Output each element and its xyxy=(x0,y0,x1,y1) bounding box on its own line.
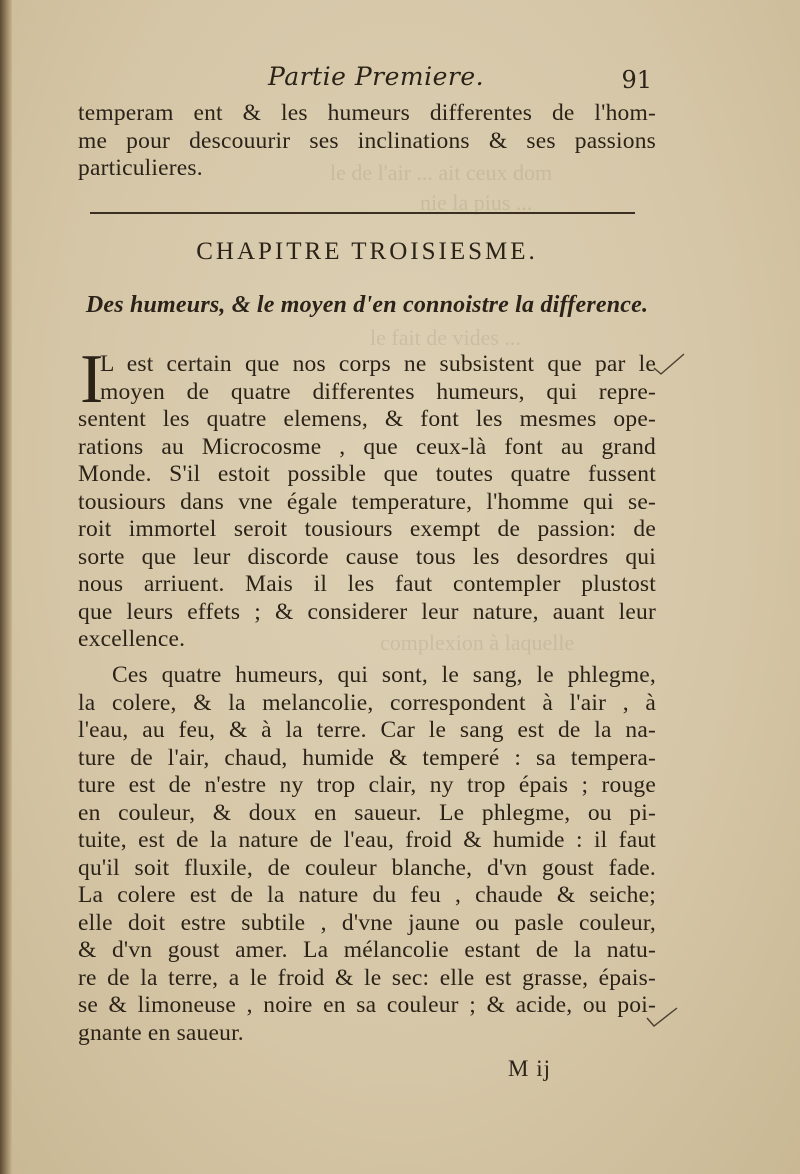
text-line: tuite, est de la nature de l'eau, froid & humide : il faut xyxy=(78,827,656,853)
text-line: nous arriuent. Mais il les faut contempler plustost xyxy=(78,571,656,597)
text-line: qu'il soit fluxile, de couleur blanche, d'vn goust fade. xyxy=(78,854,656,881)
page-header xyxy=(78,62,656,96)
text-line: ture est de n'estre ny trop clair, ny trop épais ; rouge xyxy=(78,772,656,798)
running-head: Partie Premiere. xyxy=(268,62,485,91)
text-line: La colere est de la nature du feu , chaude & seiche; xyxy=(78,882,656,908)
paragraph-1 xyxy=(78,341,656,654)
checkmark-icon xyxy=(652,350,686,380)
drop-cap: I xyxy=(80,341,104,418)
text-line: sentent les quatre elemens, & font les mesmes ope- xyxy=(78,406,656,432)
signature-mark: M ij xyxy=(508,1056,551,1081)
text-line: re de la terre, a le froid & le sec: elle est grasse, épais- xyxy=(78,964,656,991)
text-line: particulieres. xyxy=(78,155,203,181)
text-line: que leurs effets ; & considerer leur nature, auant leur xyxy=(78,598,656,625)
text-line: gnante en saueur. xyxy=(78,1019,244,1046)
continuation-text xyxy=(78,100,656,183)
text-line: L est certain que nos corps ne subsistent que par le xyxy=(100,351,656,377)
page-gutter-shadow xyxy=(0,0,12,1174)
text-line: excellence. xyxy=(78,626,186,652)
text-line: Monde. S'il estoit possible que toutes quatre fussent xyxy=(78,461,656,487)
text-line: me pour descouurir ses inclinations & ses passions xyxy=(78,127,656,154)
text-line: roit immortel seroit tousiours exempt de passion: de xyxy=(78,516,656,542)
checkmark-icon xyxy=(645,1002,679,1032)
text-line: rations au Microcosme , que ceux-là font au grand xyxy=(78,433,656,460)
text-line: & d'vn goust amer. La mélancolie estant de la natu- xyxy=(78,937,656,963)
page-number: 91 xyxy=(621,66,652,94)
text-line: sorte que leur discorde cause tous les desordres qui xyxy=(78,543,656,570)
text-line: moyen de quatre differentes humeurs, qui repre- xyxy=(100,378,656,405)
paragraph-2 xyxy=(78,662,656,1047)
text-line: Ces quatre humeurs, qui sont, le sang, le phlegme, xyxy=(112,662,656,688)
text-line: temperam ent & les humeurs differentes de l'hom- xyxy=(78,100,656,126)
text-line: se & limoneuse , noire en sa couleur ; & acide, ou poi- xyxy=(78,992,656,1018)
text-line: la colere, & la melancolie, correspondent à l'air , à xyxy=(78,689,656,716)
chapter-subtitle: Des humeurs, & le moyen d'en connoistre la difference. xyxy=(85,292,649,318)
text-line: ture de l'air, chaud, humide & temperé : sa tempera- xyxy=(78,744,656,771)
text-line: en couleur, & doux en saueur. Le phlegme, ou pi- xyxy=(78,799,656,826)
text-line: l'eau, au feu, & à la terre. Car le sang est de la na- xyxy=(78,717,656,743)
chapter-title: CHAPITRE TROISIESME. xyxy=(196,238,538,265)
text-line: tousiours dans vne égale temperature, l'homme qui se- xyxy=(78,488,656,515)
book-page: le de l'air ... ait ceux dom nie la pius ... le fait de vides ... complexion à laquelle Partie Premiere. 91 temperam ent & les humeurs differentes de l'hom- me pour descouurir ses inclinations & ses passions particulieres. CHAPITRE TROISIESME. Des humeurs, & le moyen d'en connoistre la difference. I L est certain que nos corps ne subsistent que par le moyen de quatre differentes humeurs, qui repre- sentent les quatre elemens, & font les mesmes ope- rations au Microcosme , que ceux-là font au grand Monde. S'il estoit possible que toutes quatre fussent tousiours dans vne égale temperature, l'homme qui se- roit immortel seroit tousiours exempt de passion: de sorte que leur discorde cause tous les desordres qui nous arriuent. Mais il les faut contempler plustost que leurs effets ; & considerer leur nature, auant leur excellence. Ces quatre humeurs, qui sont, le sang, le phlegme, la colere, & la melancolie, correspondent à l'air , à l'eau, au feu, & à la terre. Car le sang est de la na- ture de l'air, chaud, humide & temperé : sa tempera- ture est de n'estre ny trop clair, ny trop épais ; rouge en couleur, & doux en saueur. Le phlegme, ou pi- tuite, est de la nature de l'eau, froid & humide : il faut qu'il soit fluxile, de couleur blanche, d'vn goust fade. La colere est de la nature du feu , chaude & seiche; elle doit estre subtile , d'vne jaune ou pasle couleur, & d'vn goust amer. La mélancolie estant de la natu- re de la terre, a le froid & le sec: elle est grasse, épais- se & limoneuse , noire en sa couleur ; & acide, ou poi- gnante en saueur. M ij xyxy=(0,0,800,1174)
text-line: elle doit estre subtile , d'vne jaune ou pasle couleur, xyxy=(78,909,656,936)
section-divider xyxy=(90,212,635,214)
